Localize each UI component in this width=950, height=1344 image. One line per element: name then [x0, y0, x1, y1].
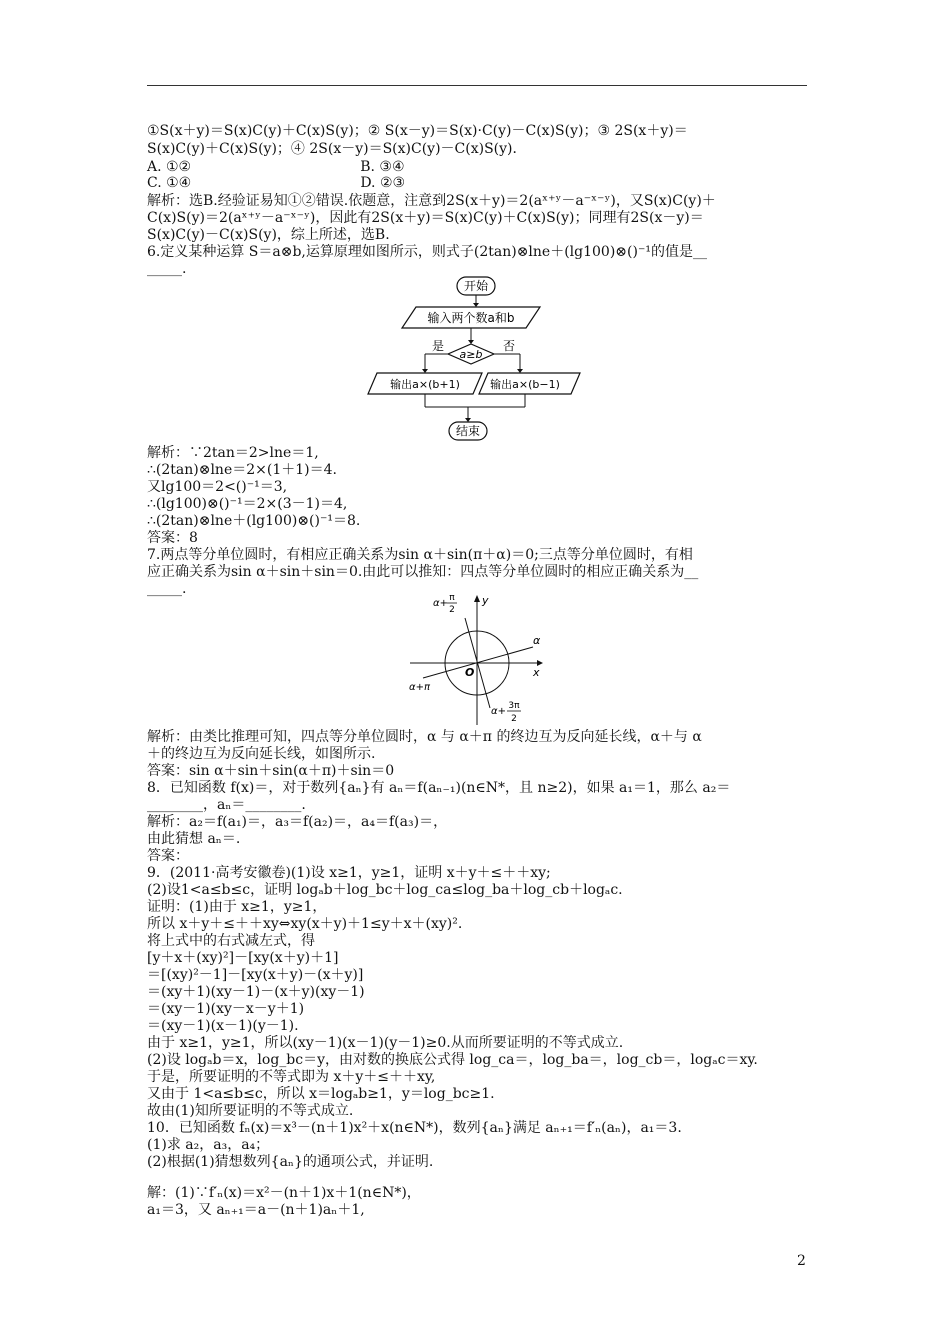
- text-line: S(x)C(y)－C(x)S(y)，综上所述，选B.: [147, 227, 390, 243]
- text-line: C(x)S(y)＝2(aˣ⁺ʸ－a⁻ˣ⁻ʸ)，因此有2S(x＋y)＝S(x)C(y)＋C(x)S(y)；同理有2S(x－y)＝: [147, 210, 704, 226]
- text-line: 9．(2011·高考安徽卷)(1)设 x≥1，y≥1，证明 x＋y＋≤＋＋xy;: [147, 865, 551, 881]
- flowchart-output-right-label: 输出a×(b−1): [490, 378, 560, 391]
- text-line: 由于 x≥1，y≥1，所以(xy－1)(x－1)(y－1)≥0.从而所要证明的不等式成立.: [147, 1035, 624, 1051]
- label-top-den: 2: [449, 605, 455, 615]
- text-line: S(x)C(y)＋C(x)S(y)；④ 2S(x－y)＝S(x)C(y)－C(x)S(y)．: [147, 141, 527, 157]
- flowchart-start-label: 开始: [463, 279, 489, 293]
- text-line: 答案：: [147, 848, 189, 864]
- text-line: 于是，所要证明的不等式即为 x＋y＋≤＋＋xy,: [147, 1069, 436, 1085]
- text-line: 又lg100＝2<()⁻¹＝3,: [147, 479, 288, 495]
- flowchart-end-label: 结束: [455, 424, 481, 438]
- flowchart-decision-label: a≥b: [459, 348, 483, 361]
- label-alpha: α: [533, 634, 541, 647]
- text-line: 答案：8: [147, 530, 198, 546]
- text-line: 7.两点等分单位圆时，有相应正确关系为sin α＋sin(π＋α)＝0;三点等分单位圆时，有相: [147, 547, 693, 563]
- label-top: α+: [433, 598, 448, 609]
- text-line: 将上式中的右式减左式，得: [147, 933, 315, 949]
- label-top-num: π: [449, 593, 455, 603]
- text-line: ∴(lg100)⊗()⁻¹＝2×(3－1)＝4,: [147, 496, 348, 512]
- flowchart-no-label: 否: [503, 339, 516, 353]
- label-y: y: [482, 594, 489, 607]
- text-line: 又由于 1<a≤b≤c，所以 x＝logₐb≥1，y＝log_bc≥1.: [147, 1086, 495, 1102]
- label-x: x: [533, 666, 540, 679]
- text-line: 解析：a₂＝f(a₁)＝，a₃＝f(a₂)＝，a₄＝f(a₃)＝，: [147, 814, 448, 830]
- page-number: 2: [797, 1253, 806, 1269]
- text-line: ________，aₙ＝________.: [147, 797, 306, 813]
- text-line: ＝(xy－1)(x－1)(y－1).: [147, 1018, 299, 1034]
- text-line: C. ①④ D. ②③: [147, 175, 406, 191]
- text-line: (2)设 logₐb＝x，log_bc＝y，由对数的换底公式得 log_ca＝，log_ba＝，log_cb＝，logₐc＝xy.: [147, 1052, 758, 1068]
- text-line: (2)根据(1)猜想数列{aₙ}的通项公式，并证明.: [147, 1154, 434, 1170]
- unit-circle-figure: [405, 590, 555, 730]
- flowchart: [360, 272, 600, 444]
- text-line: [y＋x＋(xy)²]－[xy(x＋y)＋1]: [147, 950, 339, 966]
- text-line: 应正确关系为sin α＋sin＋sin＝0.由此可以推知：四点等分单位圆时的相应正确关系为__: [147, 564, 699, 580]
- text-line: 6.定义某种运算 S＝a⊗b,运算原理如图所示，则式子(2tan)⊗lne＋(lg100)⊗()⁻¹的值是__: [147, 244, 707, 260]
- text-line: _____.: [147, 581, 187, 597]
- text-line: _____.: [147, 261, 187, 277]
- text-line: 8．已知函数 f(x)＝，对于数列{aₙ}有 aₙ＝f(aₙ₋₁)(n∈N*，且 n≥2)，如果 a₁＝1，那么 a₂＝: [147, 780, 731, 796]
- flowchart-yes-label: 是: [432, 339, 445, 353]
- text-line: 解：(1)∵f′ₙ(x)＝x²－(n＋1)x＋1(n∈N*)，: [147, 1185, 421, 1201]
- text-line: ＝(xy＋1)(xy－1)－(x＋y)(xy－1): [147, 984, 365, 1000]
- text-line: 解析：∵2tan＝2>lne＝1,: [147, 445, 319, 461]
- text-line: ∴(2tan)⊗lne＝2×(1＋1)＝4.: [147, 462, 337, 478]
- label-bottom-den: 2: [511, 714, 517, 724]
- text-line: ①S(x＋y)＝S(x)C(y)＋C(x)S(y)；② S(x－y)＝S(x)·C(y)－C(x)S(y)；③ 2S(x＋y)＝: [147, 123, 688, 139]
- text-line: A. ①② B. ③④: [147, 159, 405, 175]
- text-line: 解析：由类比推理可知，四点等分单位圆时，α 与 α＋π 的终边互为反向延长线，α＋与 α: [147, 729, 702, 745]
- flowchart-output-left-label: 输出a×(b+1): [390, 378, 460, 391]
- text-line: 所以 x＋y＋≤＋＋xy⇔xy(x＋y)＋1≤y＋x＋(xy)².: [147, 916, 463, 932]
- text-line: 解析：选B.经验证易知①②错误.依题意，注意到2S(x＋y)＝2(aˣ⁺ʸ－a⁻ˣ⁻ʸ)，又S(x)C(y)＋: [147, 193, 716, 209]
- label-bottom-num: 3π: [508, 701, 520, 711]
- text-line: a₁＝3，又 aₙ₊₁＝a－(n＋1)aₙ＋1,: [147, 1202, 365, 1218]
- text-line: 证明：(1)由于 x≥1，y≥1，: [147, 899, 327, 915]
- text-line: ＝(xy－1)(xy－x－y＋1): [147, 1001, 305, 1017]
- text-line: ∴(2tan)⊗lne＋(lg100)⊗()⁻¹＝8.: [147, 513, 361, 529]
- text-line: (2)设1<a≤b≤c，证明 logₐb＋log_bc＋log_ca≤log_ba＋log_cb＋logₐc.: [147, 882, 623, 898]
- label-origin: O: [465, 666, 475, 679]
- label-alpha-pi: α+π: [409, 682, 430, 693]
- header-rule: [147, 85, 807, 86]
- text-line: (1)求 a₂，a₃，a₄；: [147, 1137, 270, 1153]
- text-line: ＋的终边互为反向延长线，如图所示.: [147, 746, 376, 762]
- text-line: 答案：sin α＋sin＋sin(α＋π)＋sin＝0: [147, 763, 395, 779]
- flowchart-input-label: 输入两个数a和b: [427, 311, 515, 325]
- label-bottom: α+: [491, 706, 506, 717]
- text-line: 10．已知函数 fₙ(x)＝x³－(n＋1)x²＋x(n∈N*)，数列{aₙ}满足 aₙ₊₁＝f′ₙ(aₙ)，a₁＝3.: [147, 1120, 682, 1136]
- text-line: 故由(1)知所要证明的不等式成立.: [147, 1103, 354, 1119]
- text-line: ＝[(xy)²－1]－[xy(x＋y)－(x＋y)]: [147, 967, 364, 983]
- text-line: 由此猜想 aₙ＝.: [147, 831, 241, 847]
